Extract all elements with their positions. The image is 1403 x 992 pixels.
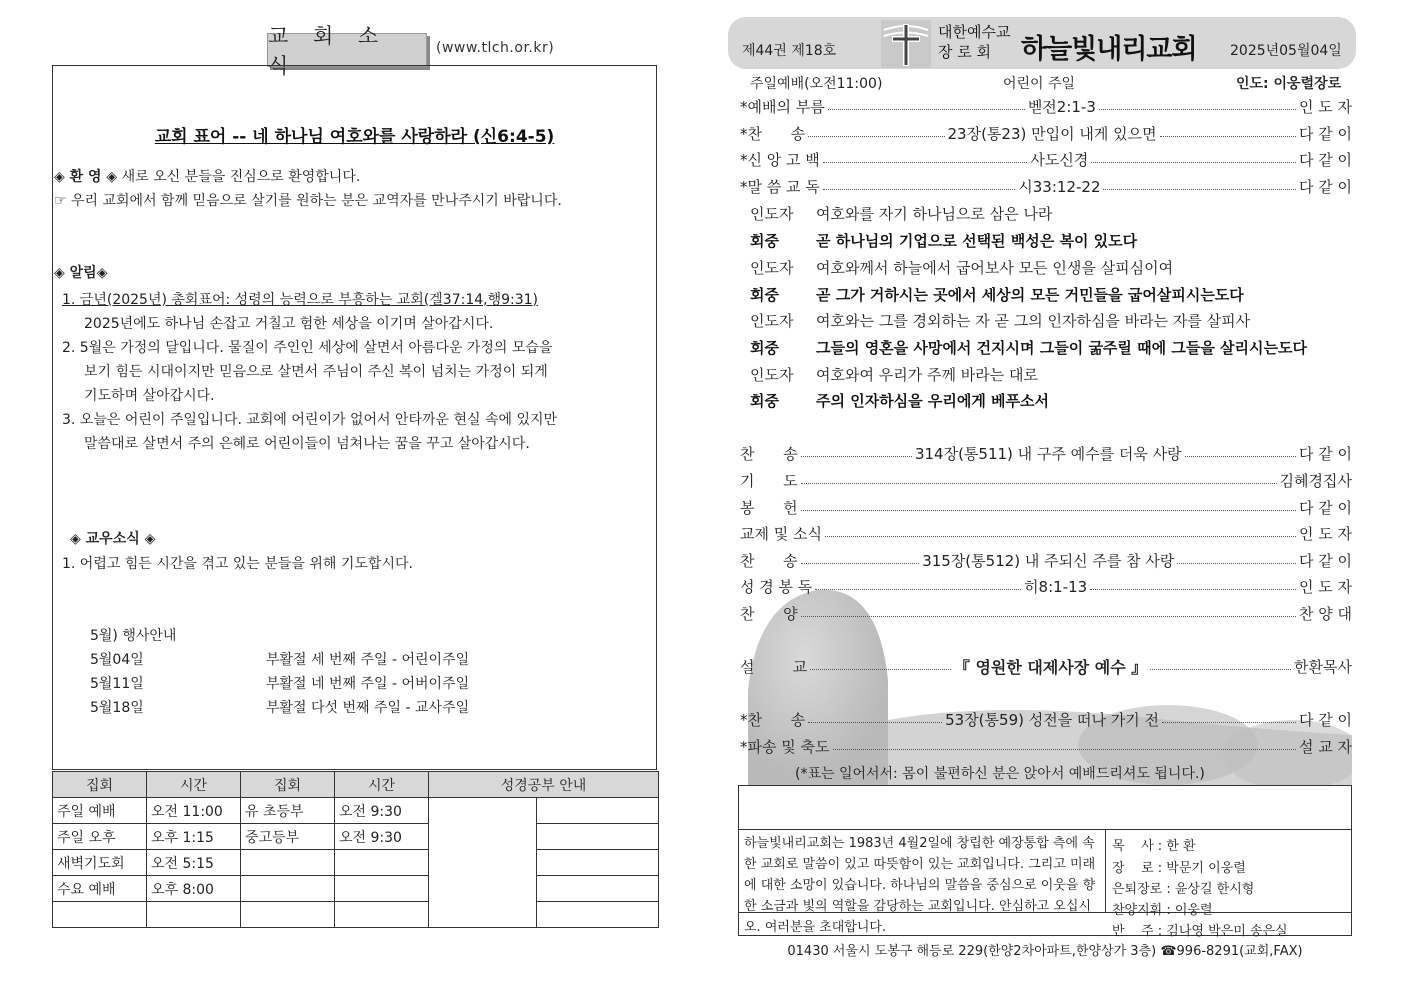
order-label: 봉 헌 (740, 498, 798, 517)
table-cell (147, 902, 241, 928)
order-label: *예배의 부름 (740, 97, 825, 116)
welcome-block (54, 166, 360, 186)
order-item (740, 443, 1352, 463)
table-cell: 오전 9:30 (335, 798, 429, 824)
order-label: *찬 송 (740, 124, 806, 143)
table-cell (537, 876, 659, 902)
table-cell (537, 850, 659, 876)
table-row (53, 824, 659, 850)
schedule-table (52, 771, 659, 928)
member-heading: ◈ 교우소식 ◈ (70, 531, 156, 547)
sermon-label: 설 교 (740, 657, 808, 676)
event-date: 5월04일 (90, 652, 144, 668)
table-row (53, 850, 659, 876)
notice-line: 말씀대로 살면서 주의 은혜로 어린이들이 넘쳐나는 꿈을 꾸고 살아갑시다. (84, 436, 530, 452)
table-row (53, 876, 659, 902)
order-label: 찬 송 (740, 551, 798, 570)
denomination-line: 대한예수교 (938, 23, 1011, 41)
order-content: 315장(통512) 내 주되신 주를 참 사랑 (922, 551, 1175, 570)
table-cell: 주일 오후 (53, 824, 147, 850)
table-cell: 수요 예배 (53, 876, 147, 902)
bible-study-cell (429, 798, 537, 928)
table-cell: 새벽기도회 (53, 850, 147, 876)
col-header: 시간 (147, 772, 241, 798)
table-cell: 주일 예배 (53, 798, 147, 824)
event-desc: 부활절 다섯 번째 주일 - 교사주일 (266, 700, 470, 716)
news-title: 교 회 소 식 (267, 33, 427, 67)
order-label: *파송 및 축도 (740, 737, 830, 756)
order-content: 벧전2:1-3 (1027, 97, 1096, 116)
order-item (740, 497, 1352, 517)
notice-heading: ◈ 알림◈ (54, 265, 108, 281)
order-content: 53장(통59) 성전을 떠나 가기 전 (945, 710, 1159, 729)
order-label: 찬 송 (740, 444, 798, 463)
table-header-row (53, 772, 659, 798)
cross-logo-icon (881, 20, 931, 68)
order-label: 찬 양 (740, 604, 798, 623)
responsive-reading-line: 회중 주의 인자하심을 우리에게 베푸소서 (750, 392, 1050, 410)
church-intro: 하늘빛내리교회는 1983년 4월2일에 창립한 예장통합 측에 속한 교회로 말씀이 있고 따뜻함이 있는 교회입니다. 그리고 미래에 대한 소망이 있습니다. 하나님의 말씀을 중심으로 이웃을 향한 소금과 빛의 역할을 감당하는 교회입니다. 안심하고 오십시오. 여러분을 초대합니다. (744, 836, 1096, 935)
notice-line: 2025년에도 하나님 손잡고 거칠고 험한 세상을 이기며 살아갑시다. (84, 316, 494, 332)
event-desc: 부활절 네 번째 주일 - 어버이주일 (266, 676, 470, 692)
order-item (740, 550, 1352, 570)
order-label: *말 씀 교 독 (740, 177, 820, 196)
denomination (938, 22, 1010, 62)
table-cell: 유 초등부 (241, 798, 335, 824)
order-label: 교제 및 소식 (740, 524, 822, 543)
table-cell: 오전 5:15 (147, 850, 241, 876)
order-content: 시33:12-22 (1018, 177, 1101, 196)
order-label: 기 도 (740, 471, 798, 490)
order-leader: 김혜경집사 (1279, 471, 1352, 490)
order-leader: 다 같 이 (1299, 444, 1353, 463)
order-leader: 다 같 이 (1298, 498, 1352, 517)
table-cell (241, 876, 335, 902)
notice-line: 3. 오늘은 어린이 주일입니다. 교회에 어린이가 없어서 안타까운 현실 속에 있지만 (62, 412, 558, 428)
order-item (740, 603, 1352, 623)
denomination-line: 장 로 회 (938, 43, 992, 61)
order-item (740, 470, 1352, 490)
welcome-heading: ◈ 환 영 ◈ (54, 169, 118, 185)
table-cell (537, 798, 659, 824)
service-time: 주일예배(오전11:00) (750, 76, 883, 92)
order-leader: 인 도 자 (1298, 524, 1352, 543)
col-header: 집회 (53, 772, 147, 798)
church-address: 01430 서울시 도봉구 해등로 229(한양2차아파트,한양상가 3층) ☎996-8291(교회,FAX) (787, 944, 1303, 959)
sermon-title: 『 영원한 대제사장 예수 』 (953, 657, 1148, 677)
notice-line: 보기 힘든 시대이지만 믿음으로 살면서 주님이 주신 복이 넘치는 가정이 되게 (84, 364, 548, 380)
col-header: 성경공부 안내 (429, 772, 659, 798)
responsive-reading-line: 인도자 여호와께서 하늘에서 굽어보사 모든 인생을 살피심이여 (750, 259, 1174, 277)
event-desc: 부활절 세 번째 주일 - 어린이주일 (266, 652, 470, 668)
staff-line: 장 로 : 박문기 이웅렬 (1112, 861, 1246, 876)
table-row (53, 902, 659, 928)
notice-line: 기도하며 살아갑시다. (84, 388, 215, 404)
order-item (740, 176, 1352, 196)
order-content: 23장(통23) 만입이 내게 있으면 (947, 124, 1157, 143)
order-item (740, 149, 1352, 169)
order-leader: 다 같 이 (1298, 177, 1352, 196)
staff-line: 찬양지휘 : 이웅렬 (1112, 903, 1213, 918)
col-header: 시간 (335, 772, 429, 798)
col-header: 집회 (241, 772, 335, 798)
table-cell: 오후 1:15 (147, 824, 241, 850)
table-cell (241, 850, 335, 876)
order-leader: 인 도 자 (1298, 97, 1352, 116)
notice-line: 2. 5월은 가정의 달입니다. 물질이 주인인 세상에 살면서 아름다운 가정의 모습을 (62, 340, 553, 356)
order-item (740, 576, 1352, 596)
table-row (53, 798, 659, 824)
table-cell: 오전 9:30 (335, 824, 429, 850)
staff-line: 은퇴장로 : 윤상길 한시형 (1112, 882, 1255, 897)
order-leader: 찬 양 대 (1298, 604, 1352, 623)
events-title: 5월) 행사안내 (90, 628, 177, 644)
table-cell (537, 902, 659, 928)
responsive-reading-line: 회중 곧 그가 거하시는 곳에서 세상의 모든 거민들을 굽어살피시는도다 (750, 286, 1244, 304)
sermon-item (740, 656, 1352, 676)
staff-line: 반 주 : 김나영 박은미 송은실 (1112, 924, 1288, 939)
order-label: 성 경 봉 독 (740, 577, 813, 596)
order-label: *신 앙 고 백 (740, 150, 820, 169)
table-cell: 오후 8:00 (147, 876, 241, 902)
service-leader: 인도: 이웅렬장로 (1236, 76, 1342, 92)
table-cell: 오전 11:00 (147, 798, 241, 824)
order-content: 314장(통511) 내 구주 예수를 더욱 사랑 (914, 444, 1182, 463)
order-item (740, 736, 1352, 756)
order-leader: 인 도 자 (1299, 577, 1353, 596)
table-cell (335, 876, 429, 902)
church-url[interactable]: (www.tlch.or.kr) (436, 40, 555, 56)
volume-number: 제44권 제18호 (742, 43, 837, 59)
sermon-preacher: 한환목사 (1294, 657, 1353, 676)
responsive-reading-line: 회중 곧 하나님의 기업으로 선택된 백성은 복이 있도다 (750, 232, 1138, 250)
order-leader: 다 같 이 (1298, 150, 1352, 169)
table-cell (335, 902, 429, 928)
order-leader: 설 교 자 (1298, 737, 1352, 756)
responsive-reading-line: 인도자 여호와여 우리가 주께 바라는 대로 (750, 366, 1038, 384)
responsive-reading-line: 인도자 여호와를 자기 하나님으로 삼은 나라 (750, 205, 1053, 223)
table-cell (537, 824, 659, 850)
order-content: 히8:1-13 (1024, 577, 1088, 596)
notice-line: 1. 금년(2025년) 총회표어: 성령의 능력으로 부흥하는 교회(겔37:14,행9:31) (62, 292, 539, 308)
welcome-text: 새로 오신 분들을 진심으로 환영합니다. (121, 169, 361, 185)
order-leader: 다 같 이 (1298, 710, 1352, 729)
table-cell (241, 902, 335, 928)
event-date: 5월11일 (90, 676, 144, 692)
responsive-reading-line: 회중 그들의 영혼을 사망에서 건지시며 그들이 굶주릴 때에 그들을 살리시는도다 (750, 339, 1307, 357)
church-name: 하늘빛내리교회 (1021, 34, 1197, 65)
order-item (740, 123, 1352, 143)
order-leader: 다 같 이 (1298, 551, 1352, 570)
member-news: 1. 어렵고 힘든 시간을 겪고 있는 분들을 위해 기도합시다. (62, 556, 413, 572)
order-item (740, 523, 1352, 543)
table-cell (335, 850, 429, 876)
welcome-line2: ☞ 우리 교회에서 함께 믿음으로 살기를 원하는 분은 교역자를 만나주시기 바랍니다. (54, 193, 562, 209)
table-cell (53, 902, 147, 928)
table-cell: 중고등부 (241, 824, 335, 850)
order-content: 사도신경 (1030, 150, 1089, 169)
order-item (740, 96, 1352, 116)
order-label: *찬 송 (740, 710, 806, 729)
info-divider (1105, 829, 1106, 913)
staff-line: 목 사 : 한 환 (1112, 839, 1196, 854)
standing-note: (*표는 일어서서: 몸이 불편하신 분은 앉아서 예배드리셔도 됩니다.) (795, 766, 1205, 782)
responsive-reading-line: 인도자 여호와는 그를 경외하는 자 곧 그의 인자하심을 바라는 자를 살피사 (750, 312, 1251, 330)
service-theme: 어린이 주일 (1003, 76, 1076, 92)
bulletin-date: 2025년05월04일 (1230, 43, 1342, 59)
order-item (740, 709, 1352, 729)
event-date: 5월18일 (90, 700, 144, 716)
order-leader: 다 같 이 (1299, 124, 1353, 143)
church-motto: 교회 표어 -- 네 하나님 여호와를 사랑하라 (신6:4-5) (154, 127, 555, 147)
